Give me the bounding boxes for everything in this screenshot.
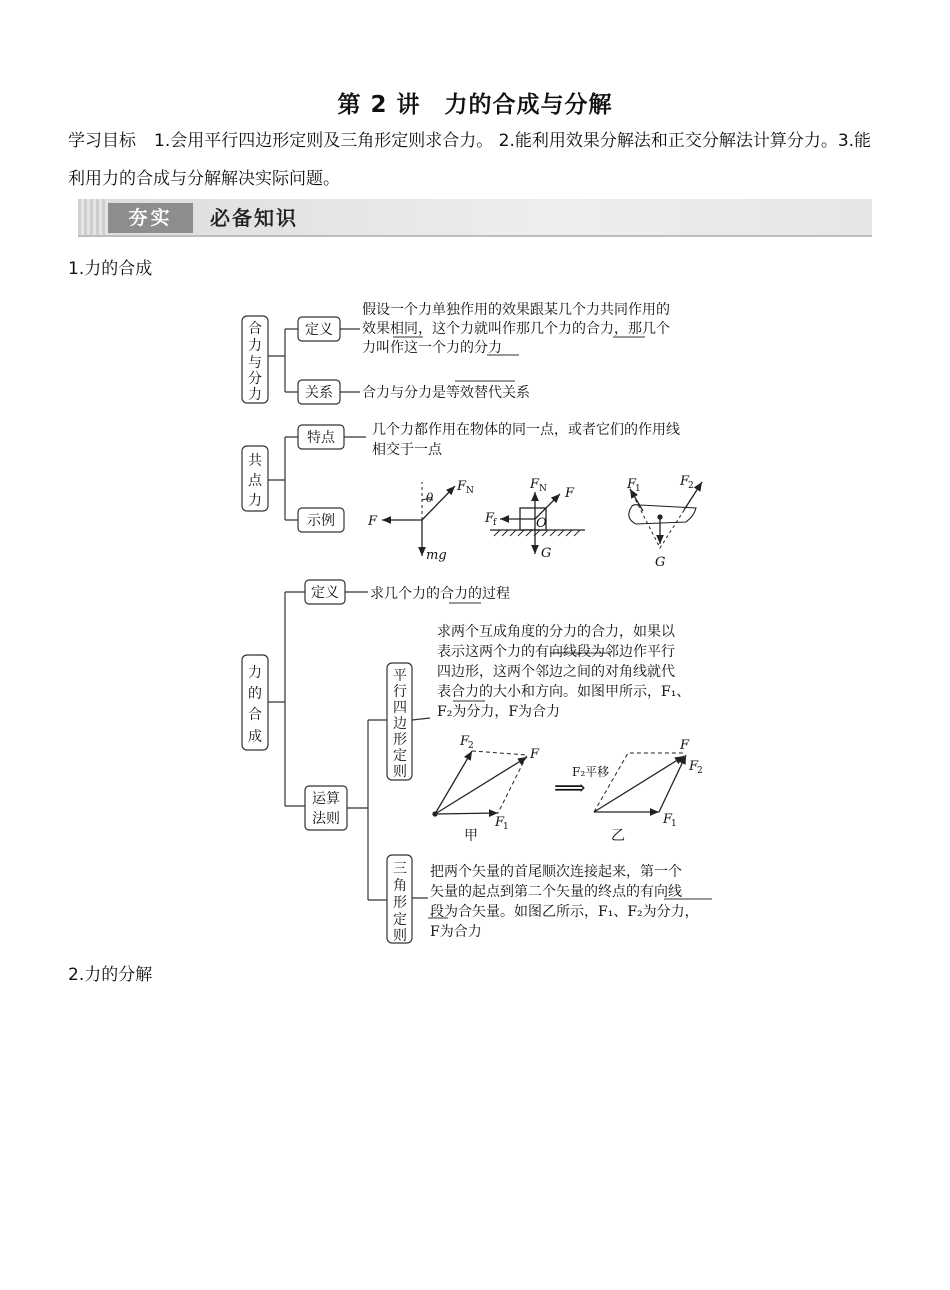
fig3-label-f2: F — [680, 474, 690, 489]
para-text: 表合力的大小和方向。如图甲所示，F₁、 — [437, 684, 691, 700]
para-text: 求两个互成角度的分力的合力，如果以 — [437, 624, 675, 640]
fig2-label-f: F — [565, 486, 575, 501]
vtext: 四 — [393, 700, 407, 716]
fig1-label-fn-sub: N — [466, 486, 474, 496]
figure-yi — [594, 753, 686, 812]
fig1-label-fn: F — [457, 479, 467, 494]
jia-caption: 甲 — [464, 828, 478, 844]
vtext: 力 — [248, 493, 262, 509]
shift-label: F₂平移 — [572, 765, 610, 779]
fig2-label-ff-sub: f — [493, 518, 497, 528]
yi-sub2: 2 — [697, 766, 703, 776]
fig3-label-g: G — [655, 555, 666, 570]
section-title: 必备知识 — [210, 206, 298, 230]
figure-jia — [433, 751, 527, 816]
vtext: 合 — [248, 321, 262, 337]
vtext: 力 — [248, 665, 262, 681]
feature-text: 几个力都作用在物体的同一点，或者它们的作用线 — [372, 422, 680, 438]
jia-label-f: F — [530, 747, 540, 762]
fig3-sub2: 2 — [688, 481, 694, 491]
section-tag: 夯实 — [108, 203, 193, 233]
objectives-text: 1.会用平行四边形定则及三角形定则求合力。 2.能利用效果分解法和正交分解法计算分力。3.能利用力的合成与分解解决实际问题。 — [68, 131, 872, 189]
def2-text: 求几个力的合力的过程 — [370, 586, 510, 602]
jia-sub2: 2 — [468, 741, 474, 751]
vtext: 角 — [393, 878, 407, 894]
vtext: 定 — [393, 748, 407, 764]
vtext: 力 — [248, 338, 262, 354]
tri-text: 把两个矢量的首尾顺次连接起来，第一个 — [430, 864, 682, 880]
vtext: 点 — [248, 473, 262, 489]
label-feature: 特点 — [307, 430, 335, 446]
label-rules: 法则 — [312, 811, 340, 827]
vtext: 定 — [393, 912, 407, 928]
shift-arrow-icon: ⟹ — [554, 776, 586, 801]
vtext: 合 — [248, 707, 262, 723]
vtext: 行 — [393, 684, 407, 700]
fig1-label-f: F — [368, 514, 378, 529]
vtext: 形 — [393, 732, 407, 748]
heading-decomposition: 2.力的分解 — [68, 965, 153, 985]
vtext: 则 — [393, 928, 407, 944]
jia-sub1: 1 — [503, 822, 509, 832]
vtext: 力 — [248, 387, 262, 403]
label-rules: 运算 — [312, 791, 340, 807]
vtext: 边 — [393, 716, 407, 732]
fig2-label-fn: F — [530, 477, 540, 492]
page-title: 第 2 讲 力的合成与分解 — [337, 92, 613, 118]
yi-label-f2: F — [689, 759, 699, 774]
jia-label-f1: F — [495, 815, 505, 830]
vtext: 形 — [393, 895, 407, 911]
vtext: 成 — [248, 729, 262, 745]
yi-sub1: 1 — [671, 819, 677, 829]
fig3-sub1: 1 — [635, 484, 641, 494]
fig1-label-mg: mg — [426, 548, 447, 563]
feature-text: 相交于一点 — [372, 442, 442, 458]
yi-label-f: F — [680, 738, 690, 753]
yi-label-f1: F — [663, 812, 673, 827]
para-text: 四边形，这两个邻边之间的对角线就代 — [437, 664, 675, 680]
tri-text: 矢量的起点到第二个矢量的终点的有向线 — [430, 884, 682, 900]
fig2-label-fn-sub: N — [539, 484, 547, 494]
vtext: 的 — [248, 686, 262, 702]
def-text: 力叫作这一个力的分力 — [362, 340, 502, 356]
jia-label-f2: F — [460, 734, 470, 749]
fig3-label-f1: F — [627, 477, 637, 492]
label-example: 示例 — [307, 513, 335, 529]
vtext: 则 — [393, 764, 407, 780]
yi-caption: 乙 — [611, 828, 625, 844]
fig2-label-o: O — [536, 516, 547, 531]
fig2-label-g: G — [541, 546, 552, 561]
fig2-label-ff: F — [485, 511, 495, 526]
tri-text: F为合力 — [430, 924, 482, 940]
vtext: 分 — [248, 371, 262, 387]
label-relation: 关系 — [305, 385, 333, 401]
para-text: 表示这两个力的有向线段为邻边作平行 — [437, 644, 675, 660]
def-text: 效果相同，这个力就叫作那几个力的合力，那几个 — [362, 321, 670, 337]
para-text: F₂为分力，F为合力 — [437, 704, 561, 720]
fig1-label-theta: θ — [426, 491, 434, 505]
label-definition: 定义 — [305, 322, 333, 338]
vtext: 三 — [393, 861, 407, 877]
objectives-label: 学习目标 — [68, 131, 136, 151]
tri-text: 段为合矢量。如图乙所示，F₁、F₂为分力， — [430, 904, 699, 920]
relation-text: 合力与分力是等效替代关系 — [362, 385, 530, 401]
example-figure-1 — [382, 482, 455, 556]
vtext: 平 — [393, 668, 407, 684]
label-definition-2: 定义 — [311, 585, 339, 601]
vtext: 与 — [248, 355, 262, 371]
def-text: 假设一个力单独作用的效果跟某几个力共同作用的 — [362, 302, 670, 318]
heading-composition: 1.力的合成 — [68, 259, 153, 279]
vtext: 共 — [248, 453, 262, 469]
